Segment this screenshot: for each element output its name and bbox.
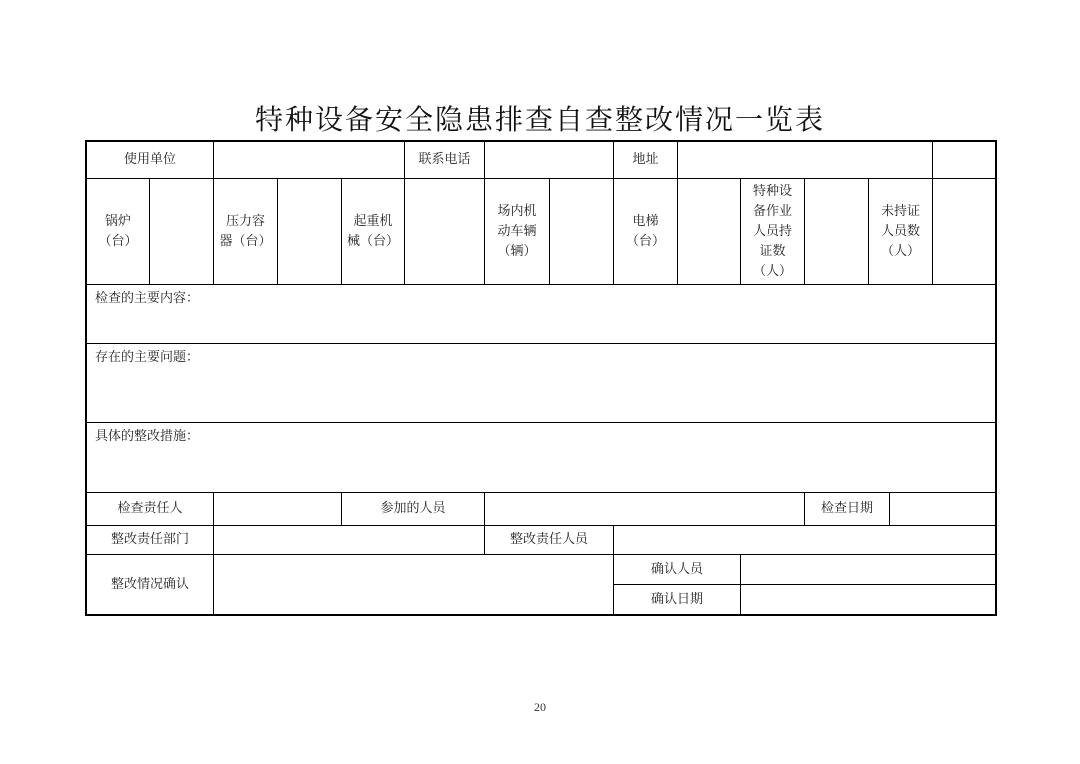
certified-operators-field[interactable] <box>805 179 868 284</box>
table-border-bottom <box>85 614 997 616</box>
phone-label: 联系电话 <box>418 152 471 167</box>
unit-label: 使用单位 <box>123 152 176 167</box>
pressure-vessel-count-field[interactable] <box>278 179 341 284</box>
vehicle-count-field[interactable] <box>550 179 613 284</box>
inspector-field[interactable] <box>214 493 341 525</box>
problems-label: 存在的主要问题： <box>95 350 200 365</box>
rectification-dept-label: 整改责任部门 <box>110 532 189 547</box>
inspection-content-area[interactable] <box>87 285 995 343</box>
page-number: 20 <box>534 700 546 714</box>
inspection-content-label: 检查的主要内容： <box>95 291 200 306</box>
participants-label: 参加的人员 <box>380 501 446 516</box>
elevator-label: 电梯 （台） <box>625 213 665 249</box>
boiler-label: 锅炉 （台） <box>98 213 138 249</box>
confirmer-field[interactable] <box>741 555 995 584</box>
rectification-confirm-field[interactable] <box>214 555 613 614</box>
inspection-date-label: 检查日期 <box>820 501 873 516</box>
measures-label: 具体的整改措施： <box>95 429 200 444</box>
extra-field[interactable] <box>933 142 995 178</box>
measures-area[interactable] <box>87 423 995 492</box>
inspection-date-field[interactable] <box>890 493 995 525</box>
rectification-person-label: 整改责任人员 <box>509 532 588 547</box>
inspector-label: 检查责任人 <box>117 501 183 516</box>
uncertified-operators-field[interactable] <box>933 179 995 284</box>
address-field[interactable] <box>678 142 932 178</box>
vehicle-label: 场内机 动车辆 （辆） <box>497 203 537 259</box>
phone-field[interactable] <box>485 142 613 178</box>
uncertified-operators-label: 未持证 人员数 （人） <box>880 203 920 259</box>
confirm-date-field[interactable] <box>741 585 995 614</box>
elevator-count-field[interactable] <box>678 179 740 284</box>
table-border-right <box>995 140 997 616</box>
problems-area[interactable] <box>87 344 995 422</box>
address-label: 地址 <box>632 152 659 167</box>
crane-label: 起重机 械（台） <box>346 213 399 249</box>
confirmer-label: 确认人员 <box>650 561 703 577</box>
confirm-date-label: 确认日期 <box>650 591 703 607</box>
rectification-dept-field[interactable] <box>214 526 484 554</box>
participants-field[interactable] <box>485 493 804 525</box>
unit-field[interactable] <box>214 142 404 178</box>
pressure-vessel-label: 压力容 器（台） <box>219 213 272 249</box>
document-title: 特种设备安全隐患排查自查整改情况一览表 <box>254 103 825 136</box>
rectification-confirm-label: 整改情况确认 <box>110 576 189 592</box>
boiler-count-field[interactable] <box>150 179 213 284</box>
crane-count-field[interactable] <box>405 179 484 284</box>
certified-operators-label: 特种设 备作业 人员持 证数 （人） <box>752 183 792 279</box>
rectification-person-field[interactable] <box>614 526 995 554</box>
